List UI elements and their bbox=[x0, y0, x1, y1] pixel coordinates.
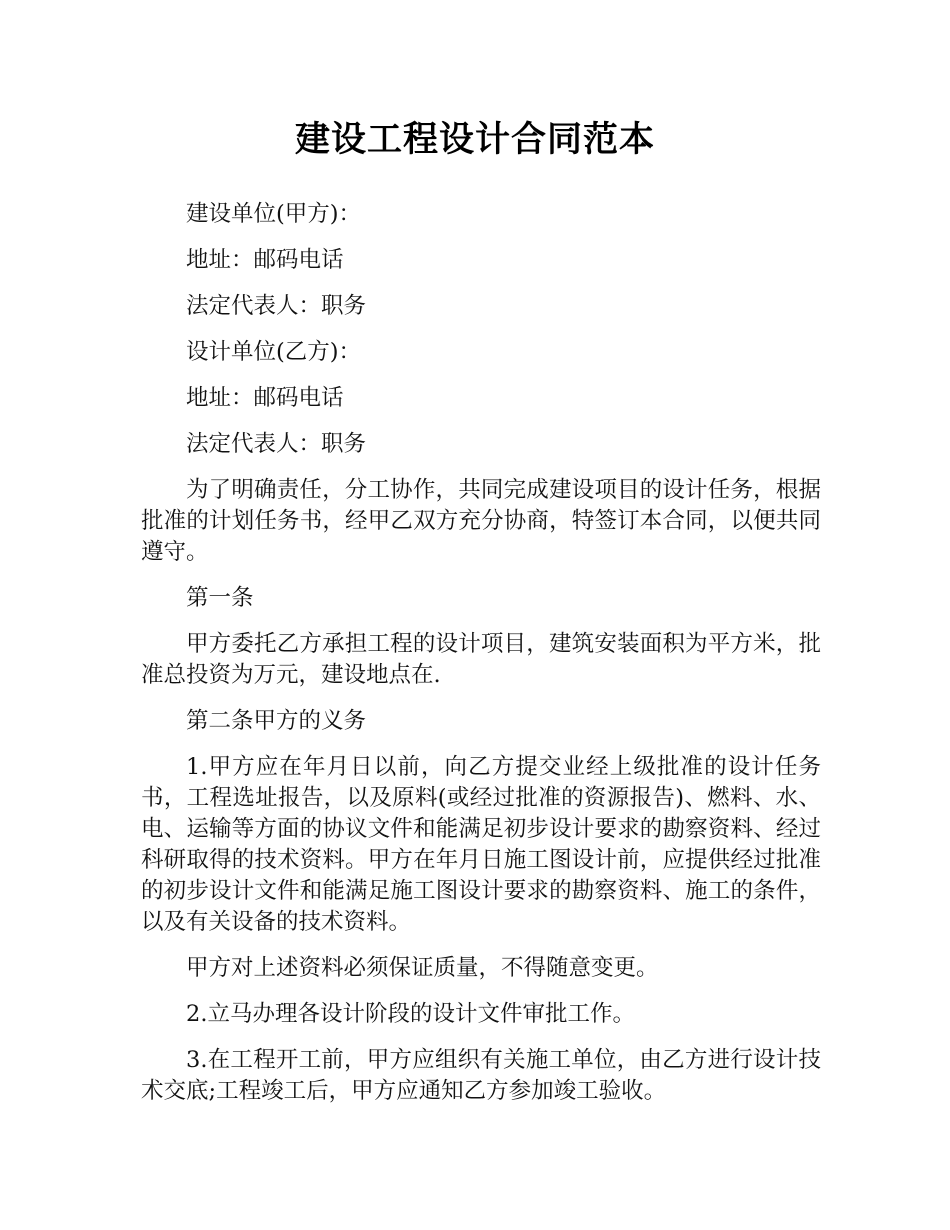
party-a-name: 建设单位(甲方)： bbox=[186, 201, 362, 227]
article-2-item-1: 1.甲方应在年月日以前，向乙方提交业经上级批准的设计任务书，工程选址报告，以及原料(或经过批准的资源报告)、燃料、水、电、运输等方面的协议文件和能满足初步设计要求的勘察资料、经过科研取得的技术资料。甲方在年月日施工图设计前，应提供经过批准的初步设计文件和能满足施工图设计要求的勘察资料、施工的条件，以及有关设备的技术资料。 bbox=[141, 754, 821, 935]
document-title: 建设工程设计合同范本 bbox=[294, 120, 655, 160]
article-1-heading: 第一条 bbox=[186, 585, 254, 611]
party-b-name: 设计单位(乙方)： bbox=[186, 339, 362, 365]
article-2-item-2: 2.立马办理各设计阶段的设计文件审批工作。 bbox=[186, 1001, 635, 1027]
party-b-address: 地址：邮码电话 bbox=[186, 385, 344, 411]
preamble-paragraph: 为了明确责任，分工协作，共同完成建设项目的设计任务，根据批准的计划任务书，经甲乙双方充分协商，特签订本合同，以便共同遵守。 bbox=[141, 477, 821, 565]
article-2-quality-note: 甲方对上述资料必须保证质量，不得随意变更。 bbox=[186, 955, 659, 981]
party-a-address: 地址：邮码电话 bbox=[186, 247, 344, 273]
article-2-item-3: 3.在工程开工前，甲方应组织有关施工单位，由乙方进行设计技术交底;工程竣工后，甲方应通知乙方参加竣工验收。 bbox=[141, 1047, 821, 1104]
article-1-paragraph: 甲方委托乙方承担工程的设计项目，建筑安装面积为平方米，批准总投资为万元，建设地点在. bbox=[141, 631, 821, 688]
article-2-heading: 第二条甲方的义务 bbox=[186, 708, 367, 734]
document-body bbox=[141, 199, 821, 1122]
party-b-representative: 法定代表人：职务 bbox=[186, 431, 367, 457]
party-a-representative: 法定代表人：职务 bbox=[186, 293, 367, 319]
